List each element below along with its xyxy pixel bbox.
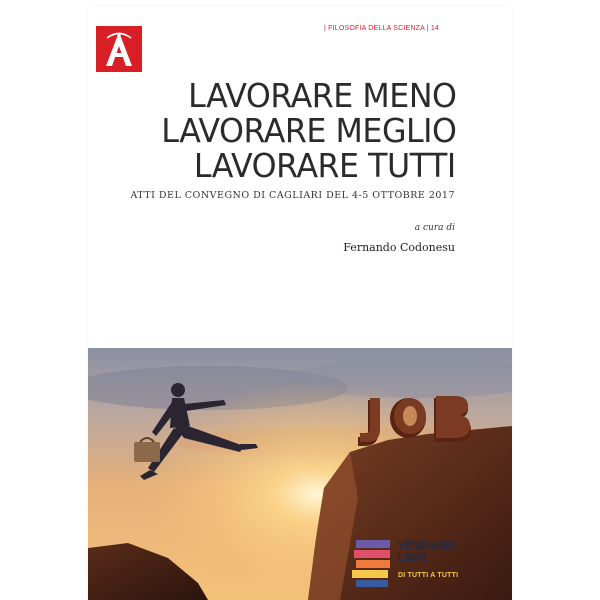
aracne-editrice-logo-icon	[96, 26, 142, 72]
vendiamo-libri-badge	[352, 534, 470, 592]
series-label: | FILOSOFIA DELLA SCIENZA | 14	[324, 25, 440, 32]
badge-text-libri: LIBRI	[398, 552, 427, 564]
title-line-3: LAVORARE TUTTI	[194, 146, 456, 185]
editor-name: Fernando Codonesu	[343, 241, 455, 254]
stacked-books-icon	[352, 538, 392, 588]
title-line-1: LAVORARE MENO	[187, 76, 456, 115]
subtitle: ATTI DEL CONVEGNO DI CAGLIARI DEL 4-5 OTTOBRE 2017	[130, 190, 455, 201]
curator-label: a cura di	[414, 223, 455, 233]
title-line-2: LAVORARE MEGLIO	[160, 111, 456, 150]
badge-text-di-tutti-a-tutti: DI TUTTI A TUTTI	[398, 572, 459, 579]
badge-text-vendiamo: VENDIAMO	[398, 540, 456, 552]
